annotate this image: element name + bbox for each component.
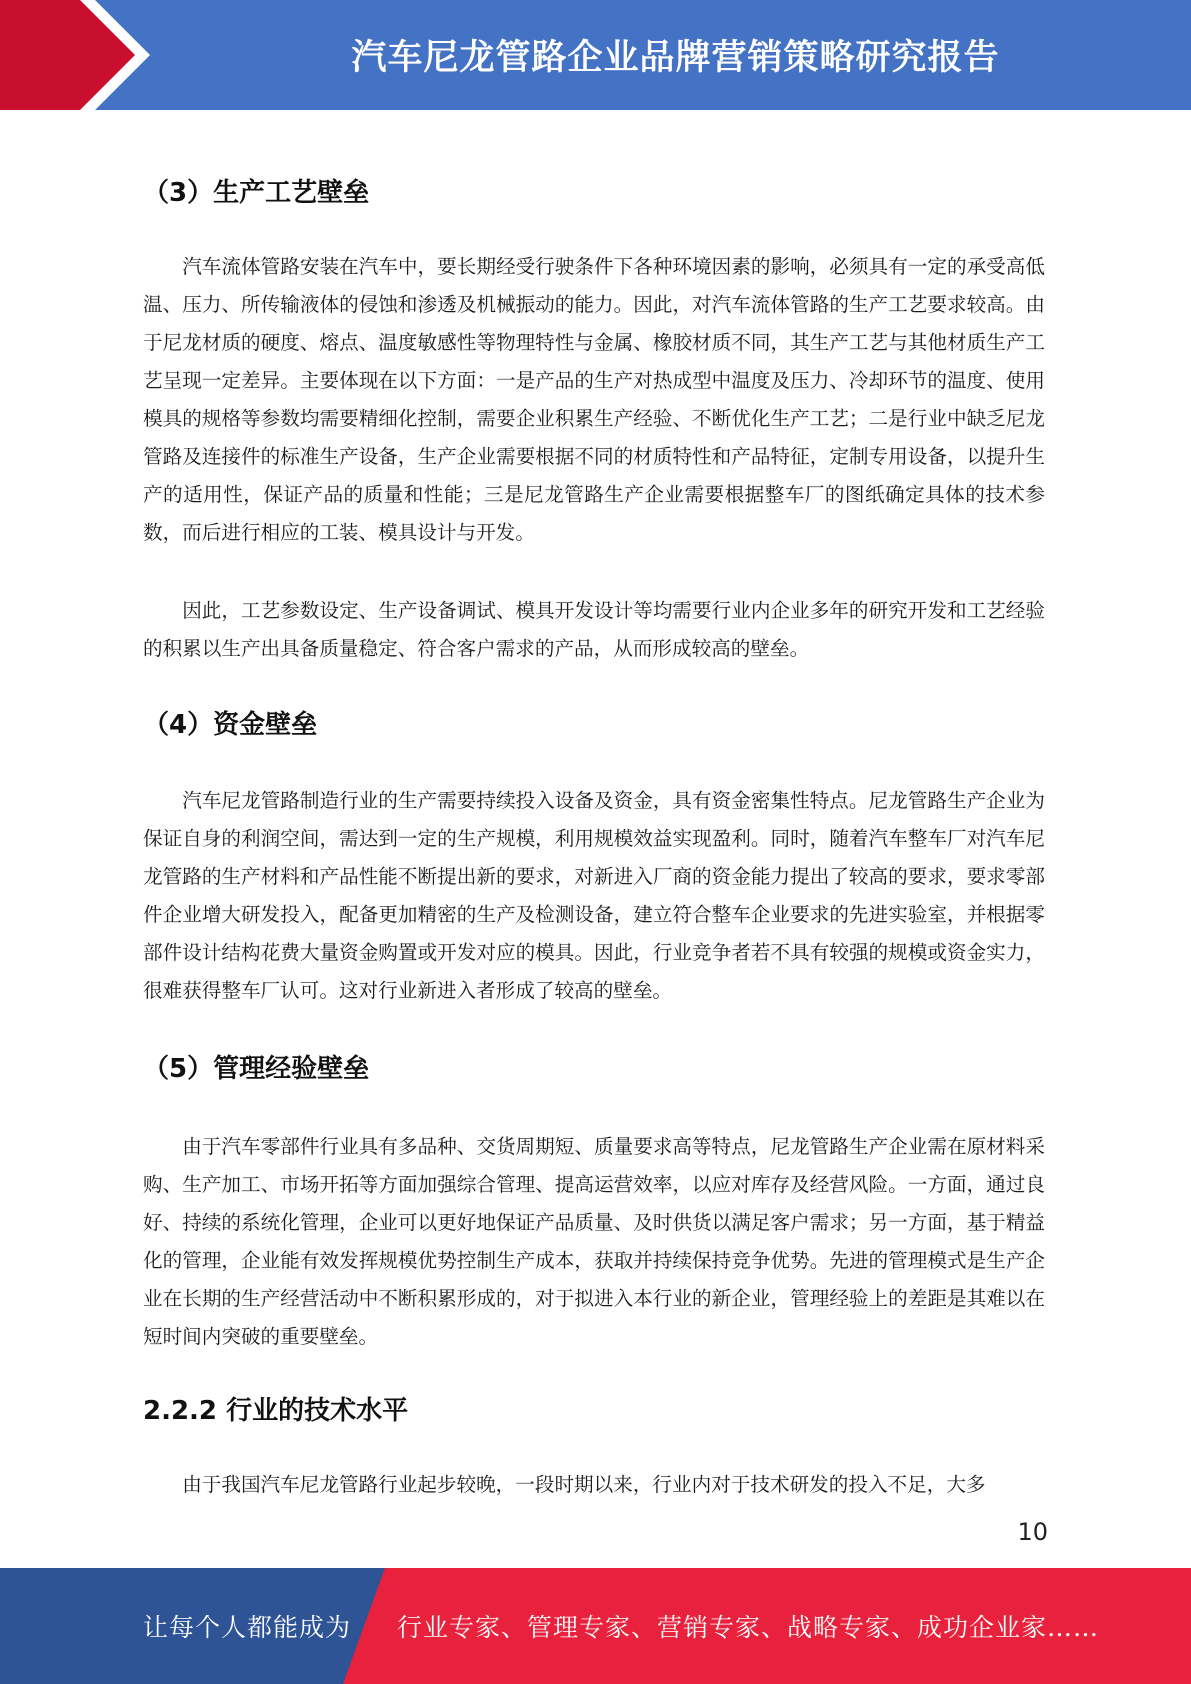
section-heading-management-barrier: （5）管理经验壁垒 xyxy=(143,1054,370,1084)
section-heading-tech-level: 2.2.2 行业的技术水平 xyxy=(143,1396,409,1426)
page-number: 10 xyxy=(1017,1518,1048,1546)
report-title: 汽车尼龙管路企业品牌营销策略研究报告 xyxy=(351,38,1000,78)
header-arrow-icon xyxy=(0,0,160,110)
paragraph: 汽车尼龙管路制造行业的生产需要持续投入设备及资金，具有资金密集性特点。尼龙管路生产企业为保证自身的利润空间，需达到一定的生产规模，利用规模效益实现盈利。同时，随着汽车整车厂对汽车尼龙管路的生产材料和产品性能不断提出新的要求，对新进入厂商的资金能力提出了较高的要求，要求零部件企业增大研发投入，配备更加精密的生产及检测设备，建立符合整车企业要求的先进实验室，并根据零部件设计结构花费大量资金购置或开发对应的模具。因此，行业竞争者若不具有较强的规模或资金实力，很难获得整车厂认可。这对行业新进入者形成了较高的壁垒。 xyxy=(143,789,1045,1002)
paragraph: 因此，工艺参数设定、生产设备调试、模具开发设计等均需要行业内企业多年的研究开发和工艺经验的积累以生产出具备质量稳定、符合客户需求的产品，从而形成较高的壁垒。 xyxy=(143,599,1045,660)
page-footer-band xyxy=(0,1568,1191,1684)
footer-slogan-right: 行业专家、管理专家、营销专家、战略专家、成功企业家…… xyxy=(397,1613,1100,1642)
paragraph: 由于我国汽车尼龙管路行业起步较晚，一段时期以来，行业内对于技术研发的投入不足，大多 xyxy=(182,1473,986,1496)
paragraph: 汽车流体管路安装在汽车中，要长期经受行驶条件下各种环境因素的影响，必须具有一定的承受高低温、压力、所传输液体的侵蚀和渗透及机械振动的能力。因此，对汽车流体管路的生产工艺要求较高。由于尼龙材质的硬度、熔点、温度敏感性等物理特性与金属、橡胶材质不同，其生产工艺与其他材质生产工艺呈现一定差异。主要体现在以下方面：一是产品的生产对热成型中温度及压力、冷却环节的温度、使用模具的规格等参数均需要精细化控制，需要企业积累生产经验、不断优化生产工艺；二是行业中缺乏尼龙管路及连接件的标准生产设备，生产企业需要根据不同的材质特性和产品特征，定制专用设备，以提升生产的适用性，保证产品的质量和性能；三是尼龙管路生产企业需要根据整车厂的图纸确定具体的技术参数，而后进行相应的工装、模具设计与开发。 xyxy=(143,255,1045,544)
footer-slogan-left: 让每个人都能成为 xyxy=(143,1613,352,1642)
paragraph: 由于汽车零部件行业具有多品种、交货周期短、质量要求高等特点，尼龙管路生产企业需在原材料采购、生产加工、市场开拓等方面加强综合管理、提高运营效率，以应对库存及经营风险。一方面，通过良好、持续的系统化管理，企业可以更好地保证产品质量、及时供货以满足客户需求；另一方面，基于精益化的管理，企业能有效发挥规模优势控制生产成本，获取并持续保持竞争优势。先进的管理模式是生产企业在长期的生产经营活动中不断积累形成的，对于拟进入本行业的新企业，管理经验上的差距是其难以在短时间内突破的重要壁垒。 xyxy=(143,1135,1045,1348)
page-header-band xyxy=(0,0,1191,110)
section-heading-capital-barrier: （4）资金壁垒 xyxy=(143,710,318,740)
section-heading-production-barrier: （3）生产工艺壁垒 xyxy=(143,178,370,208)
